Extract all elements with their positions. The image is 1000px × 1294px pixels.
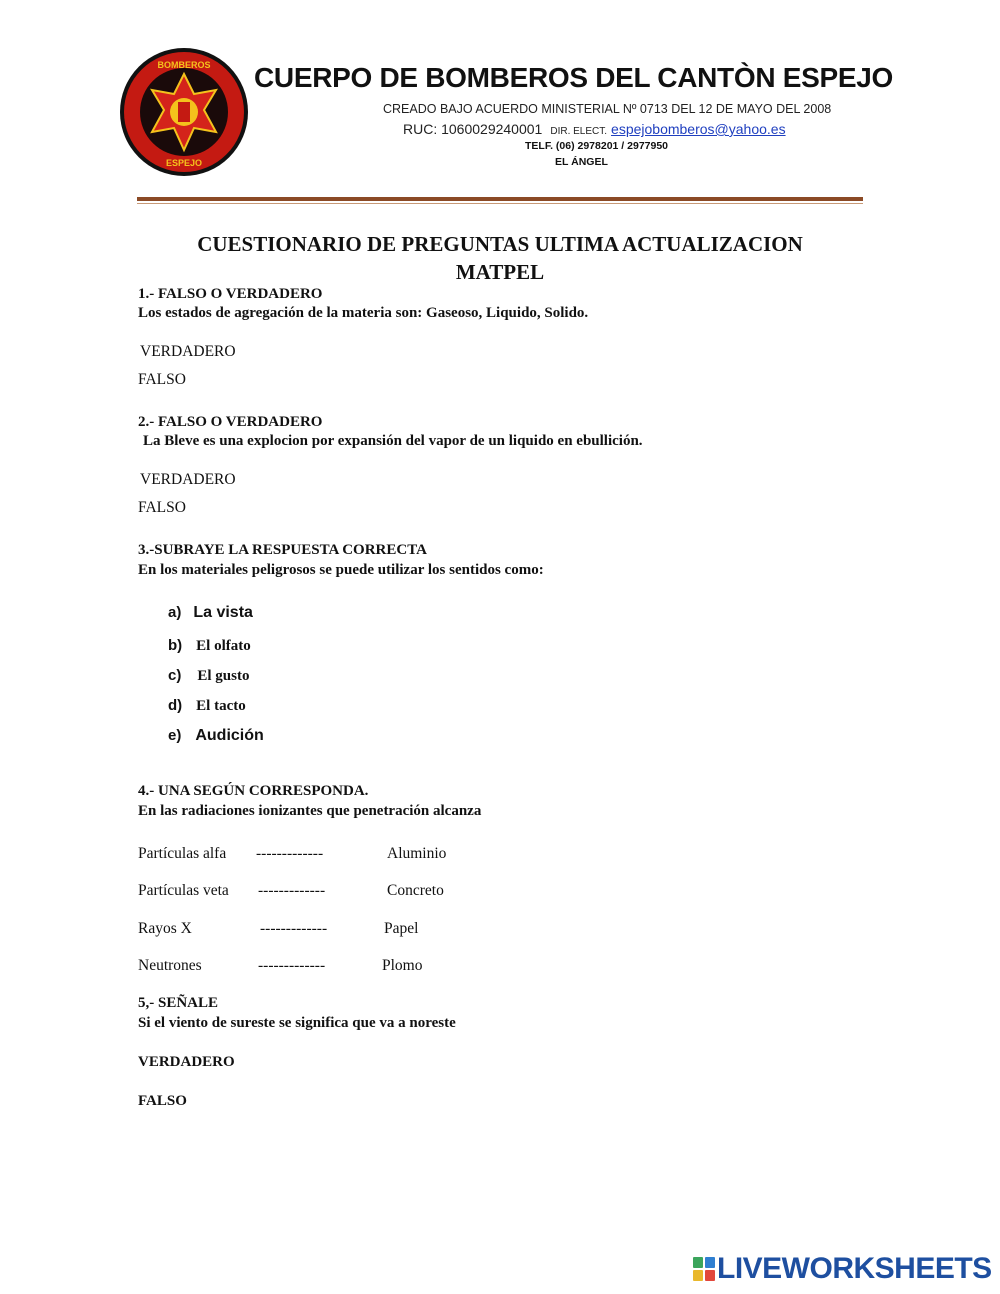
q1-option-true[interactable]: VERDADERO: [140, 343, 236, 360]
q5-option-false[interactable]: FALSO: [138, 1093, 187, 1109]
q4-row-dash: -------------: [260, 920, 328, 937]
q4-text: En las radiaciones ionizantes que penetración alcanza: [138, 803, 482, 819]
q4-heading: 4.- UNA SEGÚN CORRESPONDA.: [138, 783, 369, 799]
q3-item-d[interactable]: [168, 697, 246, 715]
q3-item-label: Audición: [195, 727, 264, 744]
q3-item-b[interactable]: [168, 637, 251, 655]
q1-heading: 1.- FALSO O VERDADERO: [138, 286, 323, 302]
ruc-number: RUC: 1060029240001: [403, 121, 543, 137]
q4-row-dash: -------------: [258, 882, 326, 899]
q3-item-label: El tacto: [196, 698, 246, 714]
q4-row-left[interactable]: Partículas veta: [138, 882, 229, 899]
ruc-line: [403, 121, 786, 137]
q3-item-c[interactable]: [168, 667, 249, 685]
header-divider: [137, 197, 863, 201]
q3-item-a[interactable]: [168, 604, 253, 622]
q2-text: La Bleve es una explocion por expansión del vapor de un liquido en ebullición.: [143, 433, 643, 449]
q4-row-left[interactable]: Neutrones: [138, 957, 202, 974]
q3-text: En los materiales peligrosos se puede utilizar los sentidos como:: [138, 562, 544, 578]
q3-item-label: El olfato: [196, 638, 251, 654]
q3-item-label: La vista: [193, 604, 253, 621]
creation-note: CREADO BAJO ACUERDO MINISTERIAL Nº 0713 DEL 12 DE MAYO DEL 2008: [383, 102, 832, 116]
phone-numbers: TELF. (06) 2978201 / 2977950: [525, 140, 669, 152]
document-title: [137, 230, 863, 286]
q4-row-left[interactable]: Rayos X: [138, 920, 192, 937]
logo-text-bottom: ESPEJO: [165, 158, 203, 168]
q4-row-right[interactable]: Plomo: [382, 957, 423, 974]
q2-heading: 2.- FALSO O VERDADERO: [138, 414, 323, 430]
q3-heading: 3.-SUBRAYE LA RESPUESTA CORRECTA: [138, 542, 427, 558]
q1-text: Los estados de agregación de la materia son: Gaseoso, Liquido, Solido.: [138, 305, 589, 321]
fire-department-logo: [118, 46, 250, 178]
q3-item-label: El gusto: [197, 668, 250, 684]
organization-title: CUERPO DE BOMBEROS DEL CANTÒN ESPEJO: [254, 62, 893, 93]
list-marker: b): [168, 637, 183, 654]
title-line-1: CUESTIONARIO DE PREGUNTAS ULTIMA ACTUALIZACION: [197, 232, 803, 256]
city-name: EL ÁNGEL: [555, 156, 608, 168]
liveworksheets-wordmark: LIVEWORKSHEETS: [717, 1252, 992, 1285]
q2-option-true[interactable]: VERDADERO: [140, 471, 236, 488]
q5-option-true[interactable]: VERDADERO: [138, 1054, 235, 1070]
q5-heading: 5,- SEÑALE: [138, 995, 219, 1011]
q4-row-right[interactable]: Papel: [384, 920, 419, 937]
title-line-2: MATPEL: [455, 260, 545, 284]
list-marker: c): [168, 667, 182, 684]
logo-text-top: BOMBEROS: [157, 60, 211, 70]
q5-text: Si el viento de sureste se significa que va a noreste: [138, 1015, 456, 1031]
list-marker: e): [168, 727, 182, 744]
header-divider-thin: [137, 203, 863, 204]
email-label: DIR. ELECT.: [550, 126, 608, 137]
q1-option-false[interactable]: FALSO: [138, 371, 186, 388]
list-marker: a): [168, 604, 182, 621]
q2-option-false[interactable]: FALSO: [138, 499, 186, 516]
q4-row-dash: -------------: [256, 845, 324, 862]
q4-row-right[interactable]: Aluminio: [387, 845, 447, 862]
q4-row-dash: -------------: [258, 957, 326, 974]
q4-row-left[interactable]: Partículas alfa: [138, 845, 227, 862]
q3-item-e[interactable]: [168, 727, 264, 745]
list-marker: d): [168, 697, 183, 714]
liveworksheets-logo-icon: [693, 1257, 715, 1281]
q4-row-right[interactable]: Concreto: [387, 882, 444, 899]
email-link[interactable]: espejobomberos@yahoo.es: [611, 121, 786, 137]
